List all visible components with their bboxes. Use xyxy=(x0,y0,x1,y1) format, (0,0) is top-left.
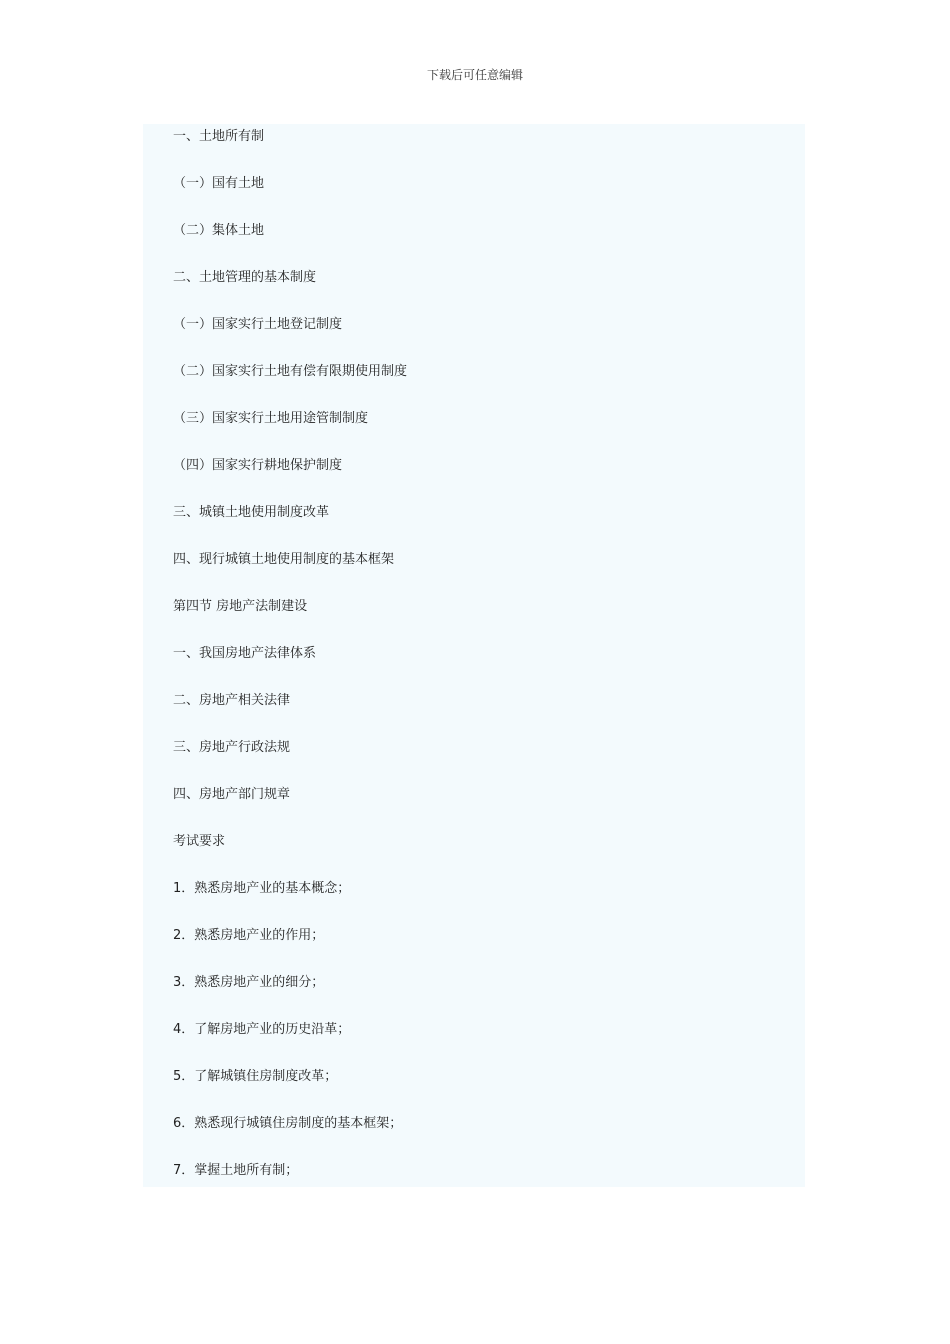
section-heading-dept-rules: 四、房地产部门规章 xyxy=(173,787,291,802)
requirement-item: 7．掌握土地所有制； xyxy=(173,1163,299,1178)
section-heading-land-management: 二、土地管理的基本制度 xyxy=(173,270,317,285)
requirement-item: 2．熟悉房地产业的作用； xyxy=(173,928,325,943)
section-heading-related-laws: 二、房地产相关法律 xyxy=(173,693,291,708)
subsection-land-registration: （一）国家实行土地登记制度 xyxy=(173,317,343,332)
page-header-note: 下载后可任意编辑 xyxy=(426,68,523,82)
section-heading-admin-regulations: 三、房地产行政法规 xyxy=(173,740,291,755)
subsection-paid-land-use: （二）国家实行土地有偿有限期使用制度 xyxy=(173,364,408,379)
content-panel xyxy=(143,124,805,1187)
exam-requirements-heading: 考试要求 xyxy=(173,834,226,849)
chapter-section-heading: 第四节 房地产法制建设 xyxy=(173,599,308,614)
subsection-land-use-control: （三）国家实行土地用途管制制度 xyxy=(173,411,369,426)
requirement-item: 5．了解城镇住房制度改革； xyxy=(173,1069,338,1084)
section-heading-urban-land-framework: 四、现行城镇土地使用制度的基本框架 xyxy=(173,552,395,567)
requirement-item: 3．熟悉房地产业的细分； xyxy=(173,975,325,990)
section-heading-legal-system: 一、我国房地产法律体系 xyxy=(173,646,317,661)
section-heading-urban-land-reform: 三、城镇土地使用制度改革 xyxy=(173,505,330,520)
requirement-item: 1．熟悉房地产业的基本概念； xyxy=(173,881,351,896)
subsection-state-land: （一）国有土地 xyxy=(173,176,265,191)
requirement-item: 4．了解房地产业的历史沿革； xyxy=(173,1022,351,1037)
subsection-farmland-protection: （四）国家实行耕地保护制度 xyxy=(173,458,343,473)
subsection-collective-land: （二）集体土地 xyxy=(173,223,265,238)
section-heading-land-ownership: 一、土地所有制 xyxy=(173,129,265,144)
requirement-item: 6．熟悉现行城镇住房制度的基本框架； xyxy=(173,1116,403,1131)
